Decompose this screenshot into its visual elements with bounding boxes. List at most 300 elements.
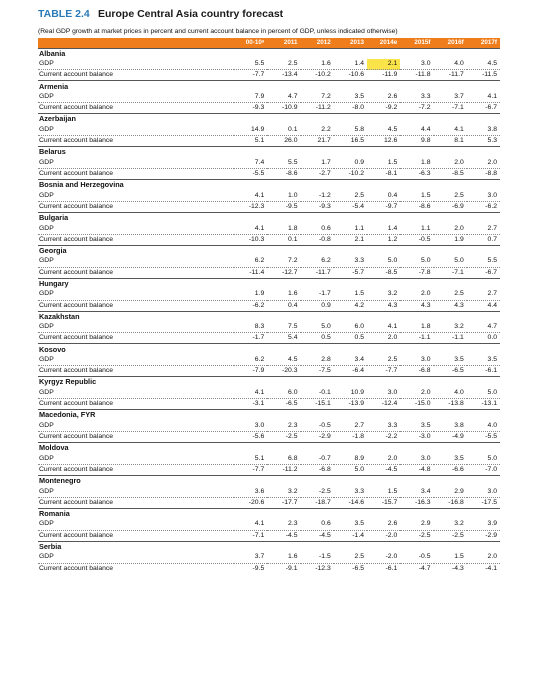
row-label: GDP — [38, 322, 234, 333]
value-cell: 6.2 — [234, 256, 267, 267]
country-name: Kazakhstan — [38, 311, 500, 322]
country-name: Serbia — [38, 541, 500, 552]
value-cell: -0.5 — [418, 235, 431, 243]
value-cell: -20.3 — [282, 367, 298, 375]
value-cell: 0.7 — [487, 235, 497, 243]
value-cell: 6.0 — [334, 322, 367, 333]
country-name: Bulgaria — [38, 212, 500, 223]
value-cell: 4.1 — [367, 322, 400, 333]
table-title-row — [38, 8, 500, 24]
value-cell: 2.0 — [467, 158, 500, 169]
value-cell: 0.9 — [321, 301, 331, 309]
value-cell: -0.5 — [301, 421, 334, 432]
value-cell: -7.8 — [418, 268, 431, 276]
value-cell: 5.0 — [301, 322, 334, 333]
value-cell: 3.7 — [234, 552, 267, 563]
current-account-row — [38, 234, 500, 245]
value-cell: 1.9 — [234, 289, 267, 300]
value-cell: 1.0 — [267, 190, 300, 201]
value-cell: 0.0 — [487, 334, 497, 342]
value-cell: 2.0 — [367, 453, 400, 464]
country-row — [38, 147, 500, 158]
row-label: GDP — [38, 256, 234, 267]
country-name: Moldova — [38, 443, 500, 454]
value-cell: 1.1 — [400, 223, 433, 234]
value-cell: 8.1 — [454, 137, 464, 145]
value-cell: 4.2 — [354, 301, 364, 309]
value-cell: 1.2 — [387, 235, 398, 243]
value-cell: -8.0 — [352, 104, 364, 112]
row-label: Current account balance — [39, 170, 114, 177]
gdp-row — [38, 486, 500, 497]
value-cell: -2.5 — [285, 433, 298, 440]
value-cell: 12.6 — [384, 137, 398, 145]
country-name: Georgia — [38, 245, 500, 256]
column-header: 2017f — [467, 38, 500, 48]
value-cell: -2.0 — [367, 552, 400, 563]
value-cell: 2.7 — [334, 421, 367, 432]
value-cell: -16.8 — [448, 498, 464, 506]
row-label: Current account balance — [39, 301, 114, 309]
value-cell: -6.9 — [452, 202, 464, 210]
value-cell: 0.9 — [334, 158, 367, 169]
value-cell: -3.1 — [252, 400, 265, 408]
column-header: 2013 — [334, 38, 367, 48]
column-header: 2014e — [367, 38, 400, 48]
row-label: GDP — [38, 421, 234, 432]
value-cell: 2.8 — [301, 355, 334, 366]
country-row — [38, 541, 500, 552]
country-row — [38, 245, 500, 256]
value-cell: -2.5 — [452, 531, 464, 539]
value-cell: 4.1 — [234, 190, 267, 201]
row-label: GDP — [38, 552, 234, 563]
value-cell: 1.9 — [454, 235, 464, 243]
country-name: Montenegro — [38, 475, 500, 486]
value-cell: -9.2 — [385, 104, 398, 112]
value-cell: 4.1 — [234, 223, 267, 234]
value-cell: 3.6 — [234, 486, 267, 497]
value-cell: 1.8 — [267, 223, 300, 234]
value-cell: -11.2 — [282, 465, 298, 473]
row-label: Current account balance — [39, 465, 114, 473]
value-cell: 5.5 — [234, 59, 267, 70]
value-cell: 3.8 — [434, 421, 467, 432]
value-cell: -7.7 — [252, 465, 265, 473]
value-cell: 4.7 — [467, 322, 500, 333]
header-row — [38, 38, 500, 48]
row-label: Current account balance — [39, 268, 114, 276]
value-cell: 6.2 — [301, 256, 334, 267]
value-cell: -13.8 — [448, 400, 464, 408]
value-cell: -7.1 — [452, 104, 464, 112]
value-cell: 2.5 — [367, 355, 400, 366]
value-cell: -2.9 — [485, 531, 497, 539]
value-cell: 21.7 — [317, 137, 331, 145]
value-cell: -12.3 — [315, 564, 331, 572]
value-cell: -15.0 — [415, 400, 431, 408]
country-name: Azerbaijan — [38, 114, 500, 125]
value-cell: -1.1 — [452, 334, 464, 342]
value-cell: 3.3 — [367, 421, 400, 432]
value-cell: -4.5 — [385, 465, 398, 473]
current-account-row — [38, 70, 500, 81]
value-cell: -12.4 — [381, 400, 398, 408]
document-page — [38, 8, 500, 574]
value-cell: 1.6 — [267, 289, 300, 300]
value-cell: -5.7 — [352, 268, 364, 276]
value-cell: 5.8 — [334, 125, 367, 136]
value-cell: -4.5 — [285, 531, 298, 539]
current-account-row — [38, 497, 500, 508]
value-cell: -8.8 — [485, 170, 497, 177]
value-cell: -1.4 — [352, 531, 364, 539]
value-cell: -16.3 — [415, 498, 431, 506]
value-cell: -7.2 — [418, 104, 431, 112]
value-cell: -7.1 — [452, 268, 464, 276]
country-row — [38, 410, 500, 421]
value-cell: -0.5 — [400, 552, 433, 563]
country-name: Kyrgyz Republic — [38, 377, 500, 388]
value-cell: -12.7 — [282, 268, 298, 276]
value-cell: 2.7 — [467, 289, 500, 300]
value-cell: 5.0 — [354, 465, 364, 473]
value-cell: -1.5 — [301, 552, 334, 563]
value-cell: 2.0 — [434, 158, 467, 169]
value-cell: 26.0 — [284, 137, 298, 145]
row-label: GDP — [38, 453, 234, 464]
country-name: Romania — [38, 508, 500, 519]
value-cell: 4.5 — [467, 59, 500, 70]
value-cell: 3.0 — [367, 388, 400, 399]
value-cell: 2.6 — [367, 92, 400, 103]
value-cell: 3.4 — [400, 486, 433, 497]
value-cell: 2.9 — [400, 519, 433, 530]
value-cell: 4.4 — [487, 301, 497, 309]
value-cell: 4.0 — [434, 59, 467, 70]
value-cell: 4.0 — [467, 421, 500, 432]
value-cell: 4.0 — [434, 388, 467, 399]
column-header: 2015f — [400, 38, 433, 48]
value-cell: -11.9 — [382, 71, 398, 79]
row-label: Current account balance — [39, 531, 114, 539]
row-label: GDP — [38, 92, 234, 103]
value-cell: 5.5 — [467, 256, 500, 267]
value-cell: 4.4 — [400, 125, 433, 136]
value-cell: -15.7 — [381, 498, 398, 506]
value-cell: 3.2 — [367, 289, 400, 300]
value-cell: 2.2 — [301, 125, 334, 136]
country-row — [38, 311, 500, 322]
gdp-row — [38, 125, 500, 136]
value-cell: 3.8 — [467, 125, 500, 136]
row-label: Current account balance — [39, 400, 114, 408]
value-cell: 4.5 — [267, 355, 300, 366]
value-cell: -0.7 — [301, 453, 334, 464]
value-cell: 3.5 — [467, 355, 500, 366]
value-cell: -8.5 — [385, 268, 398, 276]
value-cell: 1.4 — [367, 223, 400, 234]
value-cell: 5.1 — [254, 137, 265, 145]
value-cell: 5.0 — [467, 388, 500, 399]
value-cell: -4.1 — [485, 564, 497, 572]
value-cell: 0.1 — [288, 235, 298, 243]
value-cell: 4.1 — [434, 125, 467, 136]
value-cell: 1.6 — [301, 59, 334, 70]
gdp-row — [38, 223, 500, 234]
value-cell: -6.1 — [385, 564, 398, 572]
value-cell: -6.2 — [252, 301, 265, 309]
country-name: Albania — [38, 48, 500, 59]
value-cell: -10.2 — [315, 71, 331, 79]
value-cell: 2.1 — [367, 59, 400, 70]
value-cell: -1.7 — [252, 334, 265, 342]
value-cell: 4.1 — [234, 388, 267, 399]
value-cell: -2.5 — [301, 486, 334, 497]
value-cell: -14.6 — [348, 498, 364, 506]
column-header: 2011 — [267, 38, 300, 48]
current-account-row — [38, 333, 500, 344]
value-cell: 1.1 — [334, 223, 367, 234]
value-cell: -8.5 — [452, 170, 464, 177]
value-cell: -4.8 — [418, 465, 431, 473]
value-cell: -5.4 — [352, 202, 364, 210]
country-row — [38, 377, 500, 388]
value-cell: 3.0 — [400, 59, 433, 70]
value-cell: -4.7 — [418, 564, 431, 572]
value-cell: -6.5 — [452, 367, 464, 375]
country-name: Bosnia and Herzegovina — [38, 180, 500, 191]
country-name: Armenia — [38, 81, 500, 92]
value-cell: 2.0 — [434, 223, 467, 234]
value-cell: 3.0 — [400, 453, 433, 464]
table-subtitle: (Real GDP growth at market prices in percent and current account balance in percent of GDP, unless indicated otherwise) — [38, 28, 398, 35]
value-cell: -9.5 — [252, 564, 265, 572]
value-cell: -17.5 — [481, 498, 497, 506]
table-body — [38, 48, 500, 574]
value-cell: -6.5 — [285, 400, 298, 408]
value-cell: 2.5 — [434, 289, 467, 300]
country-row — [38, 344, 500, 355]
value-cell: -11.2 — [315, 104, 331, 112]
row-label: GDP — [38, 519, 234, 530]
gdp-row — [38, 158, 500, 169]
country-row — [38, 180, 500, 191]
value-cell: 0.6 — [301, 519, 334, 530]
value-cell: -9.7 — [385, 202, 398, 210]
value-cell: 1.5 — [367, 158, 400, 169]
value-cell: 8.9 — [334, 453, 367, 464]
value-cell: 3.0 — [467, 486, 500, 497]
current-account-row — [38, 169, 500, 180]
value-cell: 3.4 — [334, 355, 367, 366]
current-account-row — [38, 136, 500, 147]
row-label: GDP — [38, 223, 234, 234]
row-label: GDP — [38, 486, 234, 497]
value-cell: 0.1 — [267, 125, 300, 136]
table-title: Europe Central Asia country forecast — [98, 8, 284, 20]
value-cell: -9.3 — [252, 104, 265, 112]
value-cell: -5.5 — [252, 170, 265, 177]
value-cell: -2.2 — [385, 433, 398, 440]
value-cell: 1.6 — [267, 552, 300, 563]
row-label: GDP — [38, 125, 234, 136]
current-account-row — [38, 399, 500, 410]
value-cell: -1.8 — [352, 433, 364, 440]
value-cell: -2.0 — [385, 531, 398, 539]
value-cell: -6.7 — [485, 104, 497, 112]
row-label: Current account balance — [39, 202, 114, 210]
value-cell: 7.5 — [267, 322, 300, 333]
value-cell: -8.6 — [285, 170, 298, 177]
current-account-row — [38, 563, 500, 574]
value-cell: -17.7 — [282, 498, 298, 506]
value-cell: 3.0 — [234, 421, 267, 432]
value-cell: 2.9 — [434, 486, 467, 497]
value-cell: 1.5 — [434, 552, 467, 563]
value-cell: 0.6 — [301, 223, 334, 234]
value-cell: -6.7 — [485, 268, 497, 276]
value-cell: 3.0 — [400, 355, 433, 366]
value-cell: -6.2 — [485, 202, 497, 210]
value-cell: 4.1 — [467, 92, 500, 103]
value-cell: -6.3 — [418, 170, 431, 177]
value-cell: 3.5 — [334, 92, 367, 103]
row-label: GDP — [38, 355, 234, 366]
country-row — [38, 508, 500, 519]
value-cell: -18.7 — [315, 498, 331, 506]
value-cell: -6.1 — [485, 367, 497, 375]
value-cell: -4.3 — [452, 564, 464, 572]
value-cell: 4.3 — [387, 301, 398, 309]
value-cell: -1.1 — [418, 334, 431, 342]
value-cell: -0.8 — [319, 235, 331, 243]
value-cell: 5.0 — [434, 256, 467, 267]
value-cell: -6.4 — [352, 367, 364, 375]
value-cell: -6.6 — [452, 465, 464, 473]
column-header: 00-10ᵃ — [234, 38, 267, 48]
value-cell: 2.3 — [267, 519, 300, 530]
country-name: Macedonia, FYR — [38, 410, 500, 421]
value-cell: -9.3 — [319, 202, 331, 210]
value-cell: 2.5 — [334, 552, 367, 563]
value-cell: 0.4 — [367, 190, 400, 201]
value-cell: 5.1 — [234, 453, 267, 464]
value-cell: -12.3 — [248, 202, 265, 210]
table-header — [38, 38, 500, 48]
value-cell: -6.5 — [352, 564, 364, 572]
value-cell: 3.3 — [400, 92, 433, 103]
value-cell: -5.6 — [252, 433, 265, 440]
value-cell: -20.6 — [248, 498, 265, 506]
gdp-row — [38, 355, 500, 366]
value-cell: -6.8 — [418, 367, 431, 375]
value-cell: -11.7 — [315, 268, 331, 276]
value-cell: 4.3 — [421, 301, 431, 309]
value-cell: 6.8 — [267, 453, 300, 464]
country-name: Hungary — [38, 278, 500, 289]
value-cell: 1.4 — [334, 59, 367, 70]
row-label: Current account balance — [39, 137, 114, 145]
country-row — [38, 212, 500, 223]
gdp-row — [38, 388, 500, 399]
country-name: Belarus — [38, 147, 500, 158]
value-cell: 16.5 — [350, 137, 364, 145]
value-cell: -7.1 — [252, 531, 265, 539]
current-account-row — [38, 366, 500, 377]
value-cell: -7.0 — [485, 465, 497, 473]
row-label: Current account balance — [39, 71, 114, 79]
value-cell: 2.6 — [367, 519, 400, 530]
value-cell: 2.5 — [334, 190, 367, 201]
value-cell: -10.6 — [348, 71, 364, 79]
value-cell: 5.5 — [267, 158, 300, 169]
country-row — [38, 48, 500, 59]
value-cell: -1.7 — [301, 289, 334, 300]
value-cell: 7.9 — [234, 92, 267, 103]
country-row — [38, 443, 500, 454]
header-label-cell — [38, 38, 234, 48]
row-label: GDP — [38, 158, 234, 169]
value-cell: 3.2 — [267, 486, 300, 497]
value-cell: 2.3 — [267, 421, 300, 432]
value-cell: -9.5 — [285, 202, 298, 210]
value-cell: -7.9 — [252, 367, 265, 375]
value-cell: 3.5 — [434, 453, 467, 464]
value-cell: 0.5 — [354, 334, 364, 342]
value-cell: 3.2 — [434, 519, 467, 530]
value-cell: 3.2 — [434, 322, 467, 333]
row-label: GDP — [38, 388, 234, 399]
country-name: Kosovo — [38, 344, 500, 355]
row-label: GDP — [38, 190, 234, 201]
row-label: Current account balance — [39, 334, 114, 342]
value-cell: 4.5 — [367, 125, 400, 136]
value-cell: -4.5 — [319, 531, 331, 539]
value-cell: 3.9 — [467, 519, 500, 530]
value-cell: 1.5 — [334, 289, 367, 300]
value-cell: 2.0 — [387, 334, 398, 342]
row-label: Current account balance — [39, 433, 114, 440]
value-cell: 3.5 — [434, 355, 467, 366]
value-cell: 14.9 — [234, 125, 267, 136]
value-cell: -8.1 — [385, 170, 398, 177]
value-cell: -0.1 — [301, 388, 334, 399]
value-cell: 1.8 — [400, 158, 433, 169]
gdp-row — [38, 421, 500, 432]
value-cell: 1.5 — [367, 486, 400, 497]
current-account-row — [38, 201, 500, 212]
value-cell: 5.0 — [467, 453, 500, 464]
value-cell: 2.5 — [267, 59, 300, 70]
gdp-row — [38, 289, 500, 300]
value-cell: 7.2 — [301, 92, 334, 103]
value-cell: 9.8 — [421, 137, 431, 145]
value-cell: -4.9 — [452, 433, 464, 440]
value-cell: 3.3 — [334, 256, 367, 267]
value-cell: -11.5 — [482, 71, 497, 79]
value-cell: -7.7 — [252, 71, 265, 79]
column-header: 2012 — [301, 38, 334, 48]
current-account-row — [38, 267, 500, 278]
value-cell: 6.0 — [267, 388, 300, 399]
value-cell: -3.0 — [418, 433, 431, 440]
value-cell: 4.1 — [234, 519, 267, 530]
row-label: GDP — [38, 59, 234, 70]
gdp-row — [38, 453, 500, 464]
value-cell: -9.1 — [285, 564, 298, 572]
country-row — [38, 475, 500, 486]
